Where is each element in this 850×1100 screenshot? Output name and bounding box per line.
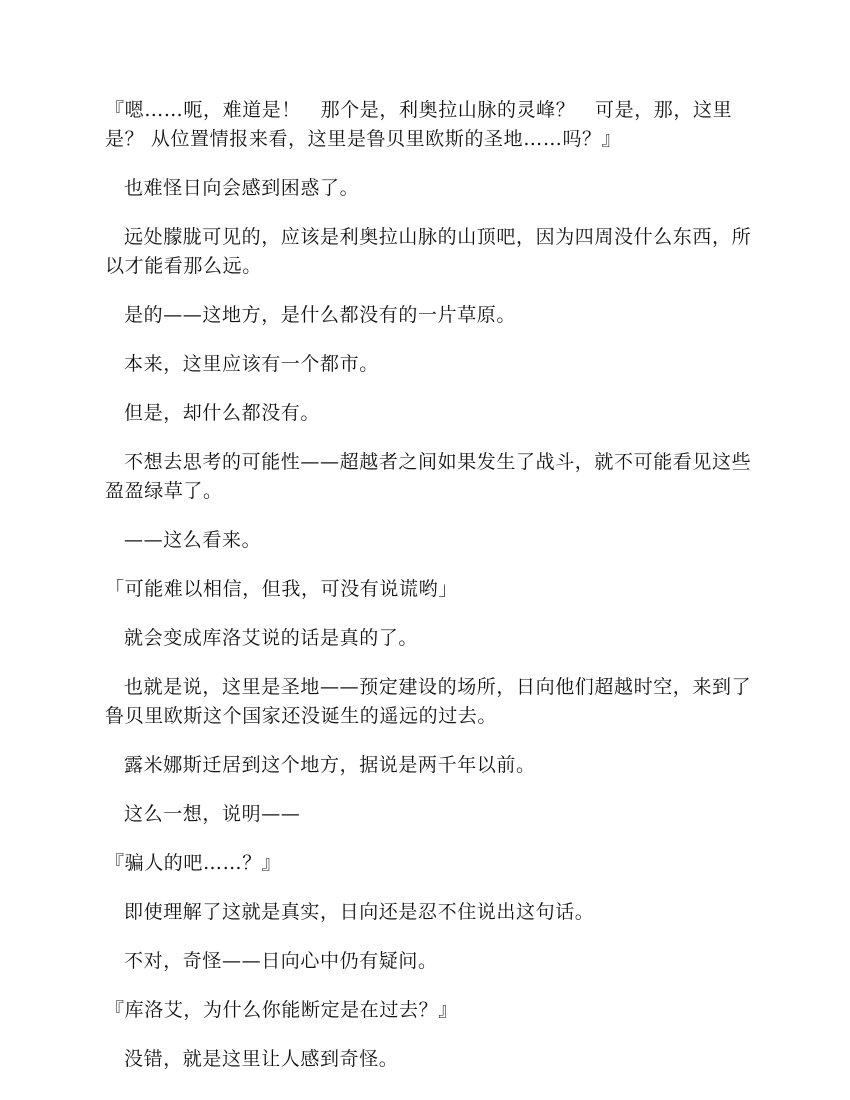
paragraph: 即使理解了这就是真实，日向还是忍不住说出这句话。 [124, 901, 595, 923]
paragraph: 「可能难以相信，但我，可没有说谎哟」 [105, 578, 458, 600]
paragraph: 『骗人的吧……？』 [105, 852, 282, 874]
paragraph: 这么一想，说明—— [124, 803, 301, 825]
paragraph: 本来，这里应该有一个都市。 [124, 353, 379, 375]
paragraph: 『库洛艾，为什么你能断定是在过去？』 [105, 999, 458, 1021]
paragraph: 是的——这地方，是什么都没有的一片草原。 [124, 304, 517, 326]
paragraph: 没错，就是这里让人感到奇怪。 [124, 1048, 399, 1070]
paragraph: 『嗯……呃，难道是！ 那个是，利奥拉山脉的灵峰？ 可是，那，这里是？ 从位置情报来看，这里是鲁贝里欧斯的圣地……吗？』 [105, 99, 733, 150]
paragraph: 不对，奇怪——日向心中仍有疑问。 [124, 950, 438, 972]
paragraph: 露米娜斯迁居到这个地方，据说是两千年以前。 [124, 754, 536, 776]
paragraph: 远处朦胧可见的，应该是利奥拉山脉的山顶吧，因为四周没什么东西，所以才能看那么远。 [105, 226, 752, 277]
paragraph: 但是，却什么都没有。 [124, 402, 321, 424]
document-page [105, 96, 755, 1094]
paragraph: 也就是说，这里是圣地——预定建设的场所，日向他们超越时空，来到了鲁贝里欧斯这个国家还没诞生的遥远的过去。 [105, 676, 752, 727]
paragraph: 也难怪日向会感到困惑了。 [124, 177, 360, 199]
paragraph: 不想去思考的可能性——超越者之间如果发生了战斗，就不可能看见这些盈盈绿草了。 [105, 451, 752, 502]
paragraph: 就会变成库洛艾说的话是真的了。 [124, 627, 419, 649]
paragraph: ——这么看来。 [124, 529, 262, 551]
